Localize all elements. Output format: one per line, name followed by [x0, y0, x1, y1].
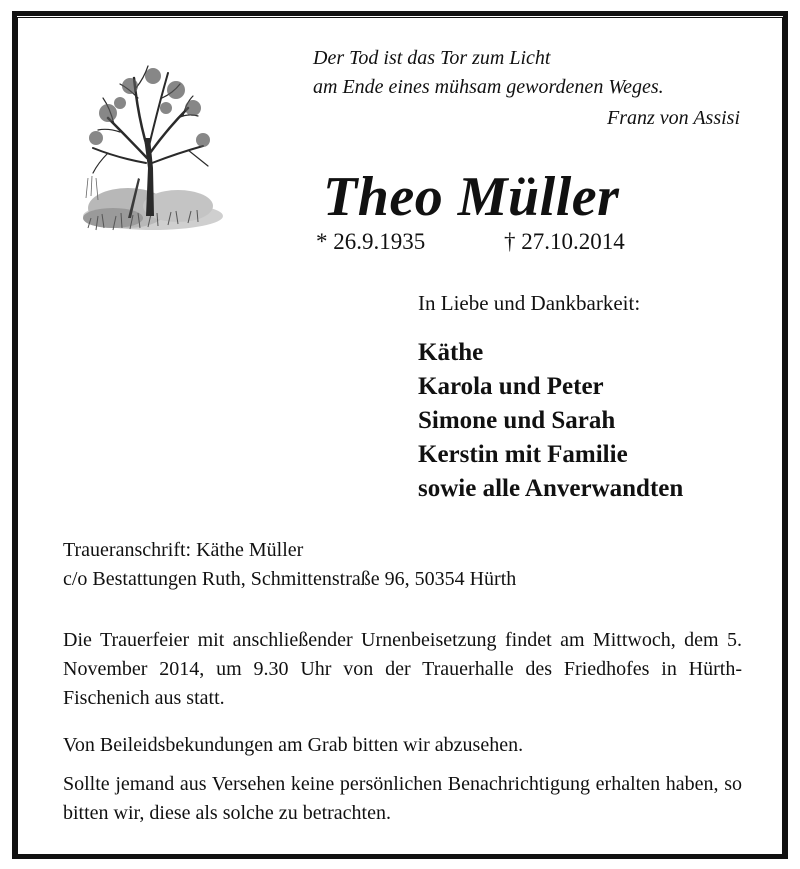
address-line-2: c/o Bestattungen Ruth, Schmittenstraße 96, 50354 Hürth — [63, 568, 517, 590]
ceremony-paragraph: Die Trauerfeier mit anschließender Urnenbeisetzung findet am Mittwoch, dem 5. November 2014, um 9.30 Uhr von der Trauerhalle des Friedhofes in Hürth-Fischenich aus statt. — [63, 629, 742, 709]
address-line-1: Traueranschrift: Käthe Müller — [63, 539, 304, 561]
mourner-4: Kerstin mit Familie — [418, 441, 628, 468]
mourner-1: Käthe — [418, 339, 484, 366]
deceased-name: Theo Müller — [323, 166, 620, 228]
mourning-address — [63, 536, 516, 594]
motto-author: Franz von Assisi — [607, 107, 740, 129]
motto-quote — [313, 44, 664, 102]
motto-line-1: Der Tod ist das Tor zum Licht — [313, 47, 551, 69]
thanks-line: In Liebe und Dankbarkeit: — [418, 291, 641, 315]
condolence-paragraph: Von Beileidsbekundungen am Grab bitten wir abzusehen. — [63, 734, 524, 756]
notification-paragraph: Sollte jemand aus Versehen keine persönlichen Benachrichtigung erhalten haben, so bitten wir, diese als solche zu betrachten. — [63, 773, 742, 824]
mourner-5: sowie alle Anverwandten — [418, 475, 684, 502]
mourner-3: Simone und Sarah — [418, 407, 616, 434]
tree-icon — [58, 58, 228, 248]
motto-line-2: am Ende eines mühsam gewordenen Weges. — [313, 76, 664, 98]
mourner-2: Karola und Peter — [418, 373, 604, 400]
birth-date: * 26.9.1935 — [316, 229, 426, 254]
death-date: † 27.10.2014 — [504, 229, 625, 254]
mourners-list — [418, 336, 683, 506]
